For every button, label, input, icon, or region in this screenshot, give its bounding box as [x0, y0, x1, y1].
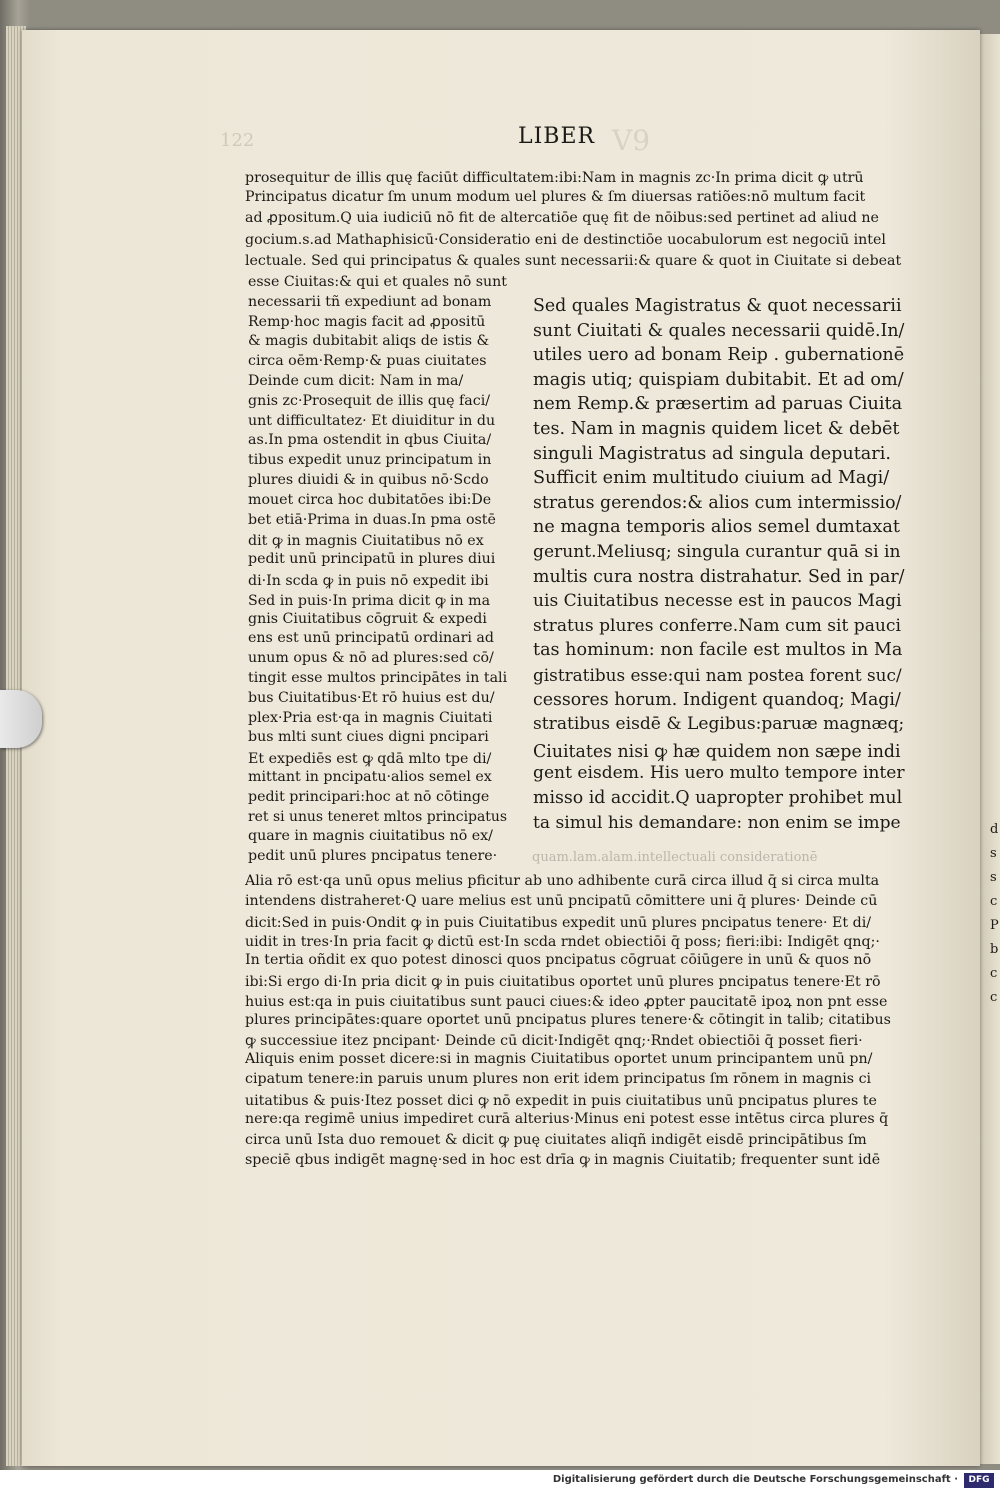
right-lines-line: stratus gerendos:& alios cum intermissio/	[533, 492, 902, 513]
edge-mark: d	[990, 822, 999, 837]
left-lines-line: pedit unū plures pncipatus tenere·	[248, 848, 498, 865]
left-lines-line: Remp·hoc magis facit ad ꝓpositū	[248, 313, 486, 330]
right-lines-line: uis Ciuitatibus necesse est in paucos Magi	[533, 591, 902, 612]
left-lines-line: tingit esse multos principātes in tali	[248, 670, 508, 686]
left-lines-line: unt difficultatez· Et diuiditur in du	[248, 412, 496, 429]
left-lines-line: plex·Pria est·qa in magnis Ciuitati	[248, 709, 493, 726]
bleed-header: V9	[612, 124, 651, 157]
right-lines-line: Ciuitates nisi ꝙ hæ quidem non sæpe indi	[533, 741, 901, 762]
right-lines-line: stratus plures conferre.Nam cum sit pauci	[533, 615, 901, 636]
left-lines-line: mittant in pncipatu·alios semel ex	[248, 769, 492, 785]
footer-bar	[0, 1470, 1000, 1492]
right-lines-line: ne magna temporis alios semel dumtaxat	[533, 517, 900, 538]
bottom-lines-line: uidit in tres·In pria facit ꝙ dictū est·In scda rndet obiectiōi q̄ poss; fieri:ibi: Indigēt qnq;·	[245, 934, 880, 951]
edge-mark: b	[990, 942, 999, 957]
left-lines-line: bet etiā·Prima in duas.In pma ostē	[248, 511, 496, 528]
left-lines-line: Deinde cum dicit: Nam in ma/	[248, 373, 464, 389]
edge-mark: s	[990, 870, 997, 885]
left-lines-line: plures diuidi & in quibus nō·Scdo	[248, 472, 489, 488]
top-lines-line: lectuale. Sed qui principatus & quales sunt necessarii:& quare & quot in Ciuitate si debeat	[245, 252, 902, 269]
top-lines-line: Principatus dicatur ſm unum modum uel plures & ſm diuersas ratiões:nō multum facit	[245, 189, 866, 206]
left-lines-line: gnis zc·Prosequit de illis quę faci/	[248, 392, 491, 409]
left-lines-line: mouet circa hoc dubitatōes ibi:De	[248, 491, 492, 508]
right-lines-line: cessores horum. Indigent quandoq; Magi/	[533, 689, 901, 710]
left-lines-line: Sed in puis·In prima dicit ꝙ in ma	[248, 592, 491, 609]
edge-mark: c	[990, 966, 998, 981]
right-lines-line: Sufficit enim multitudo ciuium ad Magi/	[533, 468, 890, 489]
bottom-lines-line: uitatibus & puis·Itez posset dici ꝙ nō expedit in puis ciuitatibus unū pncipatus plures te	[245, 1092, 877, 1109]
bottom-lines-line: ꝙ successiue itez pncipant· Deinde cū dicit·Indigēt qnq;·Rndet obiectiōi q̄ posset fieri·	[245, 1033, 863, 1050]
left-lines-line: tibus expedit unuz principatum in	[248, 452, 492, 469]
edge-mark: c	[990, 990, 998, 1005]
right-lines-line: gent eisdem. His uero multo tempore inter	[533, 763, 905, 784]
left-lines-line: bus mlti sunt ciues digni pncipari	[248, 729, 489, 746]
bottom-lines-line: dicit:Sed in puis·Ondit ꝙ in puis Ciuitatibus expedit unū plures pncipatus tenere· Et di/	[245, 914, 872, 931]
edge-mark: s	[990, 846, 997, 861]
left-lines-line: quare in magnis ciuitatibus nō ex/	[248, 828, 493, 845]
top-lines-line: ad ꝓpositum.Q uia iudiciū nō fit de altercatiōe quę fit de nōibus:sed pertinet ad aliud ne	[245, 210, 879, 227]
bottom-lines-line: speciē qbus indigēt magnę·sed in hoc est drīa ꝙ in magnis Ciuitatib; frequenter sunt idē	[245, 1152, 881, 1169]
bottom-lines-line: nere:qa regimē unius impediret curā alterius·Minus eni potest esse intētus circa plures q̄	[245, 1110, 889, 1127]
bottom-lines-line: circa unū Ista duo remouet & dicit ꝙ puę ciuitates aliqñ indigēt eisdē principātibus ſm	[245, 1132, 867, 1149]
footer-credit: Digitalisierung gefördert durch die Deutsche Forschungsgemeinschaft ·	[552, 1474, 958, 1485]
left-lines-line: pedit unū principatū in plures diui	[248, 551, 496, 568]
top-lines-line: gocium.s.ad Mathaphisicū·Consideratio eni de destinctiōe uocabulorum est negociū intel	[245, 231, 886, 248]
left-lines-line: dit ꝙ in magnis Ciuitatibus nō ex	[248, 533, 484, 550]
bottom-lines-line: In tertia oñdit ex quo potest dinosci quos pncipatus cōgruat cōiūgere in unū & quos nō	[245, 952, 872, 969]
dfg-logo: DFG	[964, 1473, 994, 1488]
left-lines-line: esse Ciuitas:& qui et quales nō sunt	[248, 274, 508, 290]
bottom-lines-line: Aliquis enim posset dicere:si in magnis Ciuitatibus oportet unum principantem unū pn/	[245, 1051, 873, 1068]
right-lines-line: gistratibus esse:qui nam postea forent suc/	[533, 665, 902, 685]
edge-mark: P	[990, 918, 999, 933]
left-lines-line: ens est unū principatū ordinari ad	[248, 630, 494, 647]
left-lines-line: bus Ciuitatibus·Et rō huius est du/	[248, 689, 495, 706]
right-lines-line: nem Remp.& præsertim ad paruas Ciuita	[533, 394, 903, 415]
right-lines-line: magis utiq; quispiam dubitabit. Et ad om/	[533, 369, 904, 390]
right-lines-line: stratibus eisdē & Legibus:paruæ magnæq;	[533, 714, 905, 735]
right-lines-line: singuli Magistratus ad singula deputari.	[533, 443, 891, 464]
left-lines-line: Et expediēs est ꝙ qdā mlto tpe di/	[248, 751, 492, 768]
edge-mark: c	[990, 894, 998, 909]
bottom-lines-line: cipatum tenere:in paruis unum plures non erit idem principatus ſm rōnem in magnis ci	[245, 1071, 872, 1087]
bottom-lines-line: huius est:qa in puis ciuitatibus sunt pauci ciues:& ideo ꝓpter paucitatē ipoꝝ non pnt esse	[245, 993, 888, 1010]
left-lines-line: ret si unus teneret mltos principatus	[248, 808, 508, 825]
right-leaf-edge	[980, 34, 1000, 1464]
right-lines-line: Sed quales Magistratus & quot necessarii	[533, 296, 902, 316]
bottom-lines-line: plures principātes:quare oportet unū pncipatus plures tenere·& cōtingit in talib; citatibus	[245, 1011, 891, 1028]
running-header: LIBER	[518, 124, 596, 149]
right-lines-line: ta simul his demandare: non enim se impe	[533, 812, 901, 833]
bottom-lines-line: Alia rō est·qa unū opus melius pficitur ab uno adhibente curā circa illud q̄ si circa multa	[245, 873, 880, 889]
left-lines-line: & magis dubitabit aliqs de istis &	[248, 333, 490, 350]
right-lines-line: tas hominum: non facile est multos in Ma	[533, 640, 903, 661]
bottom-lines-line: intendens distraheret·Q uare melius est unū pncipatū cōmittere uni q̄ plures· Deinde cū	[245, 892, 878, 909]
left-lines-line: necessarii tñ expediunt ad bonam	[248, 293, 492, 310]
right-lines-line: multis cura nostra distrahatur. Sed in par/	[533, 566, 905, 587]
left-lines-line: circa oēm·Remp·& puas ciuitates	[248, 353, 487, 370]
left-lines-line: gnis Ciuitatibus cōgruit & expedi	[248, 610, 487, 627]
left-lines-line: pedit principari:hoc at nō cōtinge	[248, 788, 490, 805]
bottom-lines-line: ibi:Si ergo di·In pria dicit ꝙ in puis ciuitatibus oportet unū plures pncipatus tenere·Et rō	[245, 974, 881, 990]
left-lines-line: di·In scda ꝙ in puis nō expedit ibi	[248, 573, 489, 589]
right-lines-line: tes. Nam in magnis quidem licet & debēt	[533, 419, 900, 439]
right-lines-line: utiles uero ad bonam Reip . gubernationē	[533, 345, 905, 366]
top-lines-line: prosequitur de illis quę faciūt difficultatem:ibi:Nam in magnis zc·In prima dicit ꝙ utrū	[245, 170, 864, 186]
right-lines-line: gerunt.Meliusq; singula curantur quā si in	[533, 542, 901, 562]
right-lines-line: sunt Ciuitati & quales necessarii quidē.In/	[533, 320, 905, 341]
right-lines-line: misso id accidit.Q uapropter prohibet mul	[533, 788, 903, 808]
bleed-folio: 122	[220, 130, 255, 151]
left-lines-line: as.In pma ostendit in qbus Ciuita/	[248, 432, 492, 449]
bleed-through-text: quam.lam.alam.intellectuali considerationē	[532, 850, 818, 865]
left-lines-line: unum opus & nō ad plures:sed cō/	[248, 650, 494, 667]
